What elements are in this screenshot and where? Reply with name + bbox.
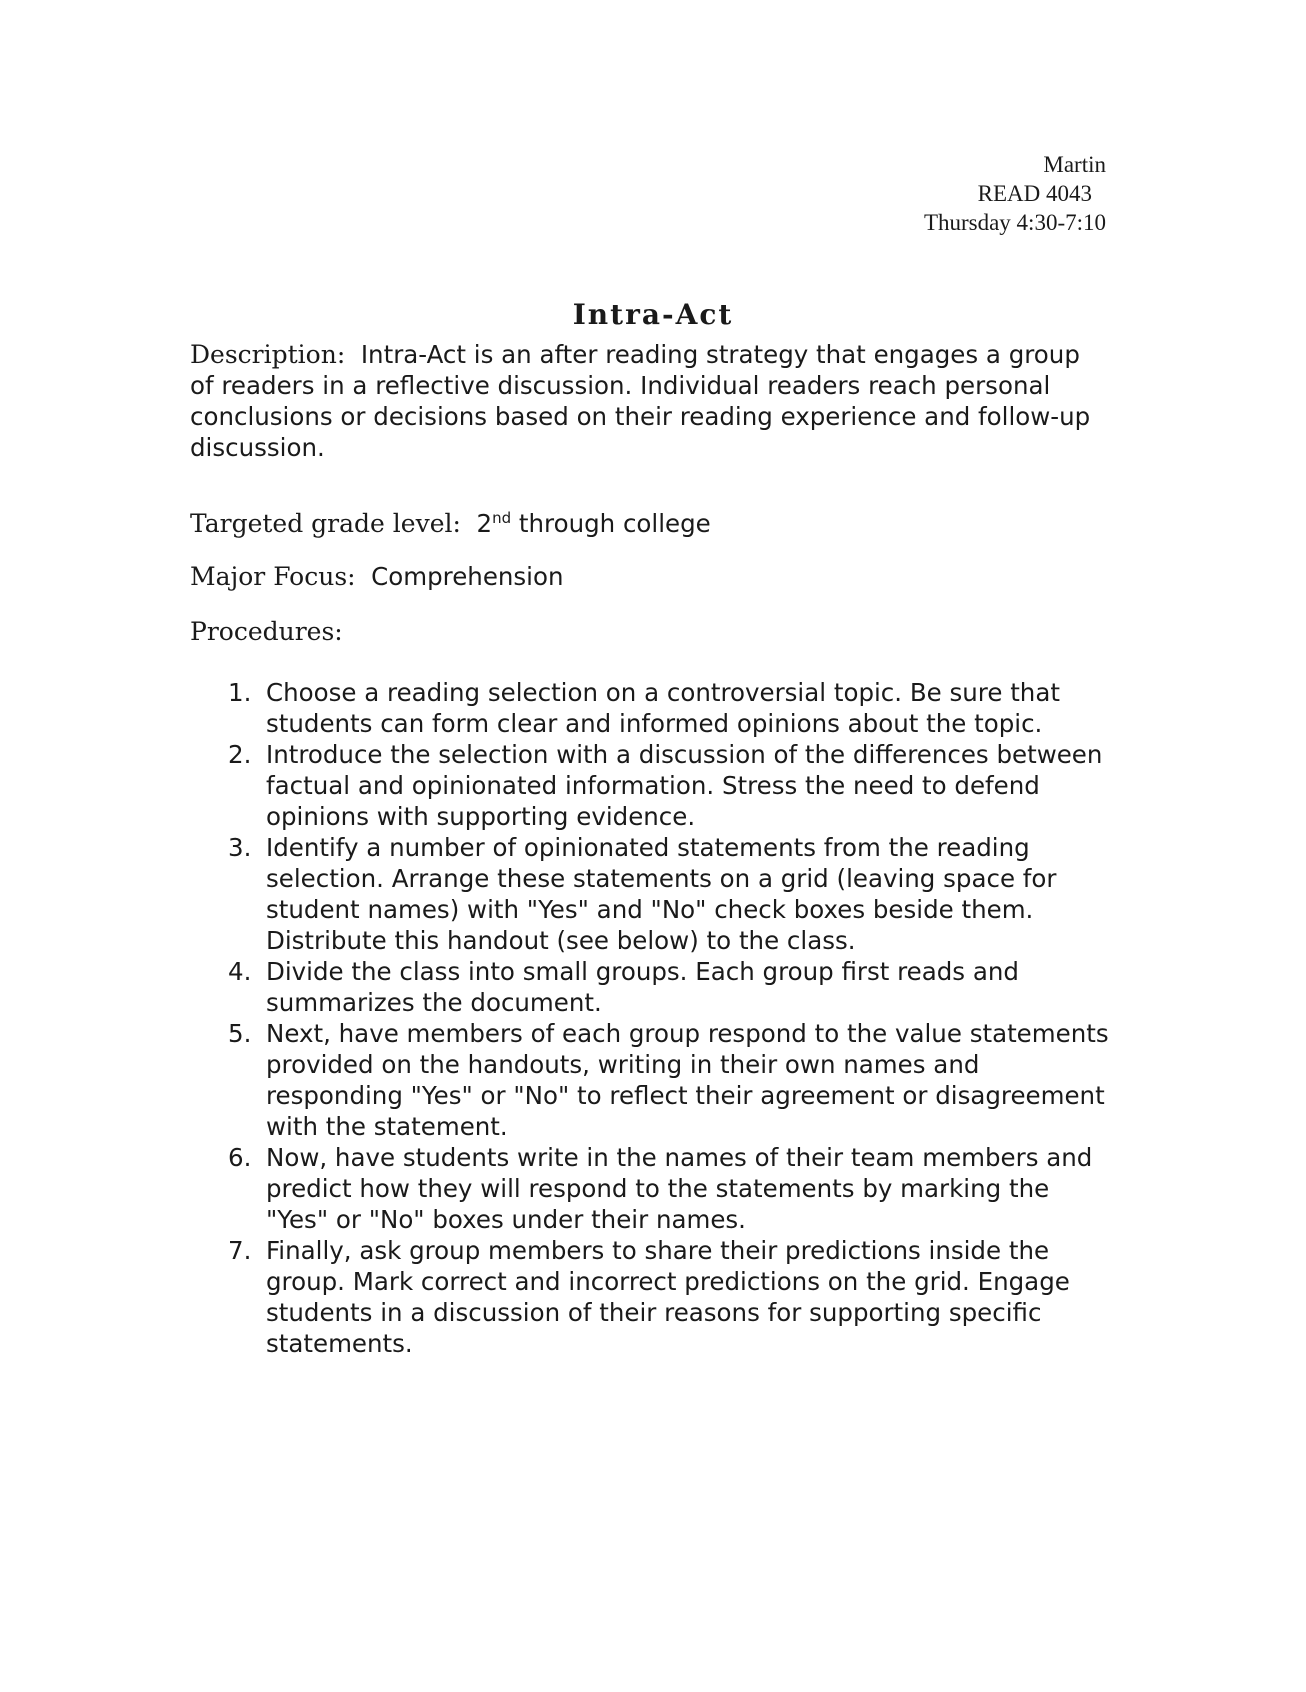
step-text: Choose a reading selection on a controversial topic. Be sure that students can form clear and informed opinions about the topic. <box>266 678 1060 738</box>
step-number: 5. <box>228 1019 252 1048</box>
description-text: Intra-Act is an after reading strategy that engages a group of readers in a reflective discussion. Individual readers reach personal conclusions or decisions based on their reading experience and follow-up discussion. <box>190 340 1091 462</box>
step-text: Divide the class into small groups. Each group first reads and summarizes the document. <box>266 957 1019 1017</box>
step-number: 1. <box>228 678 252 707</box>
step-text: Now, have students write in the names of their team members and predict how they will respond to the statements by marking the "Yes" or "No" boxes under their names. <box>266 1143 1093 1234</box>
step-number: 4. <box>228 957 252 986</box>
procedures-list <box>228 677 1110 1359</box>
grade-level-label: Targeted grade level: <box>190 509 461 538</box>
procedures-label: Procedures: <box>190 617 343 646</box>
list-item <box>228 832 1110 956</box>
grade-level-value-sup: nd <box>492 508 512 527</box>
grade-level-value-rest: through college <box>511 509 711 538</box>
major-focus-label: Major Focus: <box>190 562 356 591</box>
author-header <box>924 150 1106 237</box>
document-body <box>190 339 1110 1359</box>
list-item <box>228 1018 1110 1142</box>
step-text: Next, have members of each group respond to the value statements provided on the handouts, writing in their own names and responding "Yes" or "No" to reflect their agreement or disagreement with the statement. <box>266 1019 1109 1141</box>
step-number: 2. <box>228 740 252 769</box>
step-text: Identify a number of opinionated statements from the reading selection. Arrange these statements on a grid (leaving space for student names) with "Yes" and "No" check boxes beside them. Distribute this handout (see below) to the class. <box>266 833 1057 955</box>
list-item <box>228 1235 1110 1359</box>
document-title: Intra-Act <box>572 298 734 331</box>
author-name: Martin <box>1043 152 1106 177</box>
list-item <box>228 956 1110 1018</box>
major-focus-line <box>190 561 1110 592</box>
step-text: Introduce the selection with a discussion of the differences between factual and opinionated information. Stress the need to defend opinions with supporting evidence. <box>266 740 1103 831</box>
list-item <box>228 677 1110 739</box>
step-number: 7. <box>228 1236 252 1265</box>
list-item <box>228 739 1110 832</box>
grade-level-value-base: 2 <box>476 509 493 538</box>
course-code: READ 4043 <box>977 181 1092 206</box>
description-paragraph <box>190 339 1110 463</box>
step-number: 6. <box>228 1143 252 1172</box>
class-schedule: Thursday 4:30-7:10 <box>923 210 1106 235</box>
major-focus-value: Comprehension <box>371 562 564 591</box>
description-label: Description: <box>190 340 346 369</box>
procedures-heading <box>190 616 1110 647</box>
list-item <box>228 1142 1110 1235</box>
grade-level-line <box>190 508 1110 539</box>
step-text: Finally, ask group members to share their predictions inside the group. Mark correct and incorrect predictions on the grid. Engage students in a discussion of their reasons for supporting specific statements. <box>266 1236 1070 1358</box>
step-number: 3. <box>228 833 252 862</box>
